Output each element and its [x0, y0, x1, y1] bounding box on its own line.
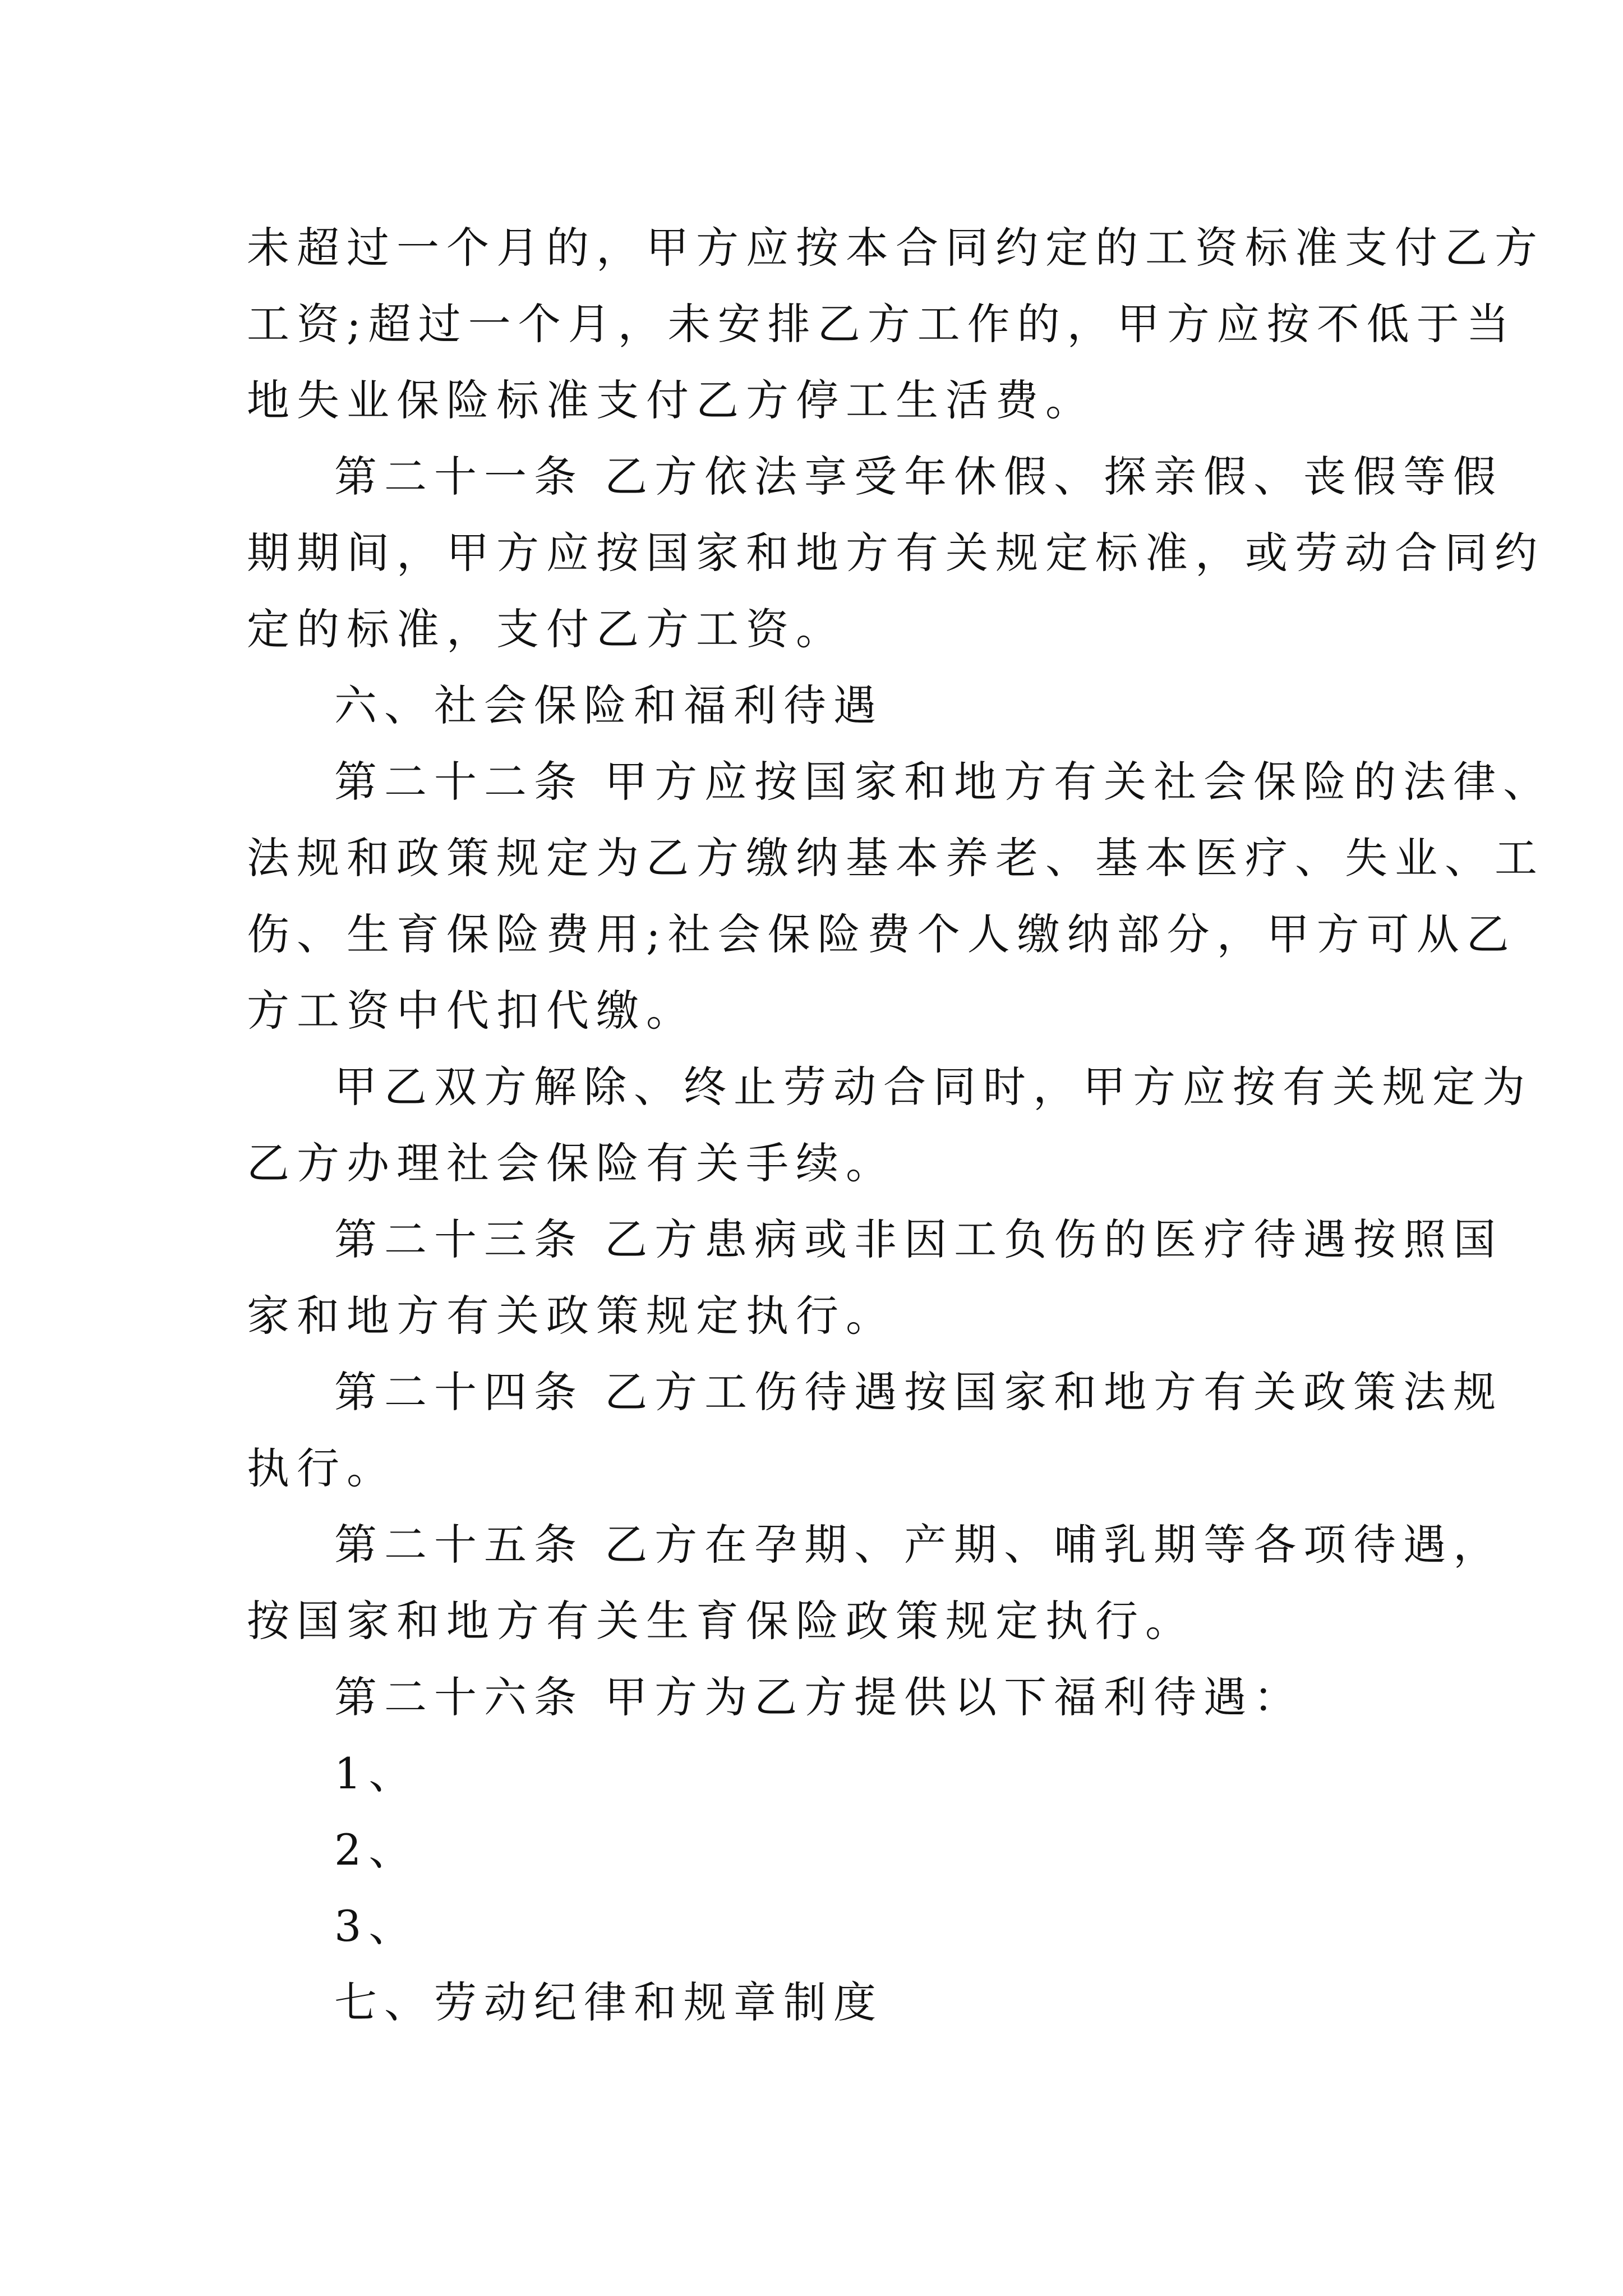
- text-line: 地失业保险标准支付乙方停工生活费。: [247, 375, 1095, 425]
- text-line: 期期间，甲方应按国家和地方有关规定标准，或劳动合同约: [247, 528, 1544, 578]
- text-line: 第二十四条 乙方工伤待遇按国家和地方有关政策法规: [334, 1367, 1504, 1417]
- text-line: 第二十三条 乙方患病或非因工负伤的医疗待遇按照国: [334, 1214, 1504, 1264]
- text-line: 工资;超过一个月，未安排乙方工作的，甲方应按不低于当: [247, 299, 1516, 349]
- text-line: 乙方办理社会保险有关手续。: [247, 1138, 896, 1188]
- text-line: 第二十五条 乙方在孕期、产期、哺乳期等各项待遇，: [334, 1520, 1504, 1570]
- text-line: 第二十一条 乙方依法享受年休假、探亲假、丧假等假: [334, 452, 1504, 501]
- list-item: 2、: [334, 1825, 419, 1875]
- text-line: 伤、生育保险费用;社会保险费个人缴纳部分，甲方可从乙: [247, 909, 1516, 959]
- text-line: 第二十二条 甲方应按国家和地方有关社会保险的法律、: [334, 757, 1553, 807]
- list-item: 3、: [334, 1901, 419, 1951]
- text-line: 甲乙双方解除、终止劳动合同时，甲方应按有关规定为: [334, 1062, 1532, 1112]
- text-line: 家和地方有关政策规定执行。: [247, 1291, 896, 1341]
- text-line: 定的标准，支付乙方工资。: [247, 604, 846, 654]
- text-line: 方工资中代扣代缴。: [247, 986, 696, 1036]
- list-item: 1、: [334, 1749, 419, 1798]
- text-line: 执行。: [247, 1443, 396, 1493]
- section-heading: 六、社会保险和福利待遇: [334, 680, 883, 730]
- section-heading: 七、劳动纪律和规章制度: [334, 1977, 883, 2027]
- text-line: 第二十六条 甲方为乙方提供以下福利待遇：: [334, 1672, 1304, 1722]
- text-line: 按国家和地方有关生育保险政策规定执行。: [247, 1596, 1195, 1646]
- text-line: 法规和政策规定为乙方缴纳基本养老、基本医疗、失业、工: [247, 833, 1544, 883]
- text-line: 未超过一个月的，甲方应按本合同约定的工资标准支付乙方: [247, 223, 1544, 273]
